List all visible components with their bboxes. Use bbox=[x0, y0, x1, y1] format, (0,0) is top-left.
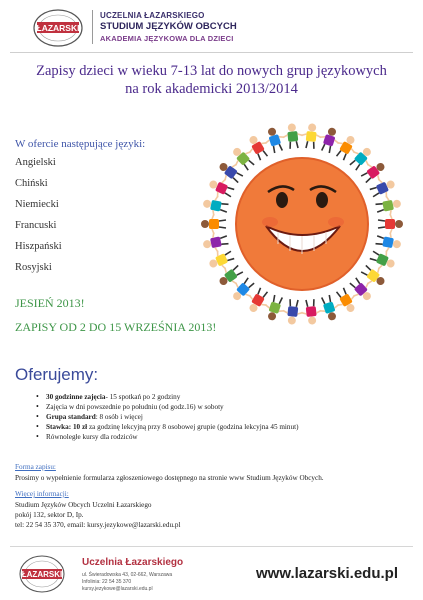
offer-item bbox=[36, 392, 396, 402]
offer-list bbox=[36, 392, 396, 442]
offer-item-text: Równoległe kursy dla rodziców bbox=[46, 433, 138, 441]
offer-item-text: za godzinę lekcyjną przy 8 osobowej grupie (godzina lekcyjna 45 minut) bbox=[87, 423, 299, 431]
child-figure bbox=[378, 214, 403, 234]
page-title-line2: na rok akademicki 2013/2014 bbox=[125, 81, 298, 97]
languages-heading: W ofercie następujące języki: bbox=[15, 138, 146, 150]
child-figure bbox=[316, 125, 343, 155]
footer-rule bbox=[10, 546, 413, 547]
header-university: UCZELNIA ŁAZARSKIEGO bbox=[100, 11, 205, 20]
header-rule bbox=[10, 52, 413, 53]
offer-item-bold: Grupa standard bbox=[46, 413, 96, 421]
registration-text: Prosimy o wypełnienie formularza zgłoszeniowego dostępnego na stronie www Studium Języków Obcych. bbox=[15, 474, 324, 482]
child-figure bbox=[374, 193, 403, 218]
language-item: Hiszpański bbox=[15, 241, 62, 252]
logo-text: ŁAZARSKI bbox=[36, 23, 80, 33]
offer-item-text: - 15 spotkań po 2 godziny bbox=[105, 393, 181, 401]
offer-item bbox=[36, 432, 396, 442]
footer-phone: Infolinia: 22 54 35 370 bbox=[82, 579, 132, 585]
child-figure bbox=[374, 230, 403, 255]
info-heading: Więcej informacji: bbox=[15, 490, 69, 498]
offer-item-bold: 30 godzinne zajęcia bbox=[46, 393, 106, 401]
child-figure bbox=[316, 293, 343, 323]
language-item: Francuski bbox=[15, 220, 57, 231]
sun-left-eye bbox=[276, 192, 288, 208]
registration-heading: Forma zapisu: bbox=[15, 463, 56, 471]
offer-item bbox=[36, 422, 396, 432]
child-figure bbox=[201, 214, 226, 234]
info-line1: Studium Języków Obcych Uczelni Łazarskiego bbox=[15, 501, 152, 509]
lazarski-logo bbox=[32, 8, 84, 48]
footer-logo bbox=[18, 554, 66, 594]
season-line2: ZAPISY OD 2 DO 15 WRZEŚNIA 2013! bbox=[15, 320, 217, 334]
info-line2: pokój 132, sektor D, Ip. bbox=[15, 511, 84, 519]
footer-address: ul. Świeradowska 43, 02-662, Warszawa bbox=[82, 572, 173, 578]
language-item: Niemiecki bbox=[15, 199, 59, 210]
sun-right-eye bbox=[316, 192, 328, 208]
language-item: Rosyjski bbox=[15, 262, 52, 273]
child-figure bbox=[281, 299, 304, 326]
header-academy: AKADEMIA JĘZYKOWA DLA DZIECI bbox=[100, 34, 234, 43]
child-figure bbox=[261, 125, 288, 155]
offer-item-text: : 8 osób i więcej bbox=[95, 413, 143, 421]
child-figure bbox=[261, 293, 288, 323]
offer-heading: Oferujemy: bbox=[15, 365, 99, 384]
child-figure bbox=[201, 230, 230, 255]
offer-item-bold: Stawka: 10 zł bbox=[46, 423, 88, 431]
language-item: Chiński bbox=[15, 178, 48, 189]
language-item: Angielski bbox=[15, 157, 56, 168]
header-divider bbox=[92, 10, 93, 44]
page-title-line1: Zapisy dzieci w wieku 7-13 lat do nowych grup językowych bbox=[36, 63, 387, 79]
child-figure bbox=[281, 123, 304, 150]
offer-item-text: Zajęcia w dni powszednie po południu (od godz.16) w soboty bbox=[46, 403, 224, 411]
header-school: STUDIUM JĘZYKÓW OBCYCH bbox=[100, 21, 237, 32]
footer-logo-text: ŁAZARSKI bbox=[21, 570, 63, 579]
child-figure bbox=[300, 123, 323, 150]
child-figure bbox=[201, 193, 230, 218]
offer-item bbox=[36, 412, 396, 422]
sun-illustration bbox=[196, 118, 408, 330]
footer-university-name: Uczelnia Łazarskiego bbox=[82, 557, 184, 568]
offer-item bbox=[36, 402, 396, 412]
child-figure bbox=[300, 299, 323, 326]
footer-website-link[interactable]: www.lazarski.edu.pl bbox=[256, 565, 398, 582]
footer-email[interactable]: kursy.jezykowe@lazarski.edu.pl bbox=[82, 586, 153, 592]
season-line1: JESIEŃ 2013! bbox=[15, 296, 85, 310]
info-line3[interactable]: tel: 22 54 35 370, email: kursy.jezykowe@lazarski.edu.pl bbox=[15, 521, 181, 529]
